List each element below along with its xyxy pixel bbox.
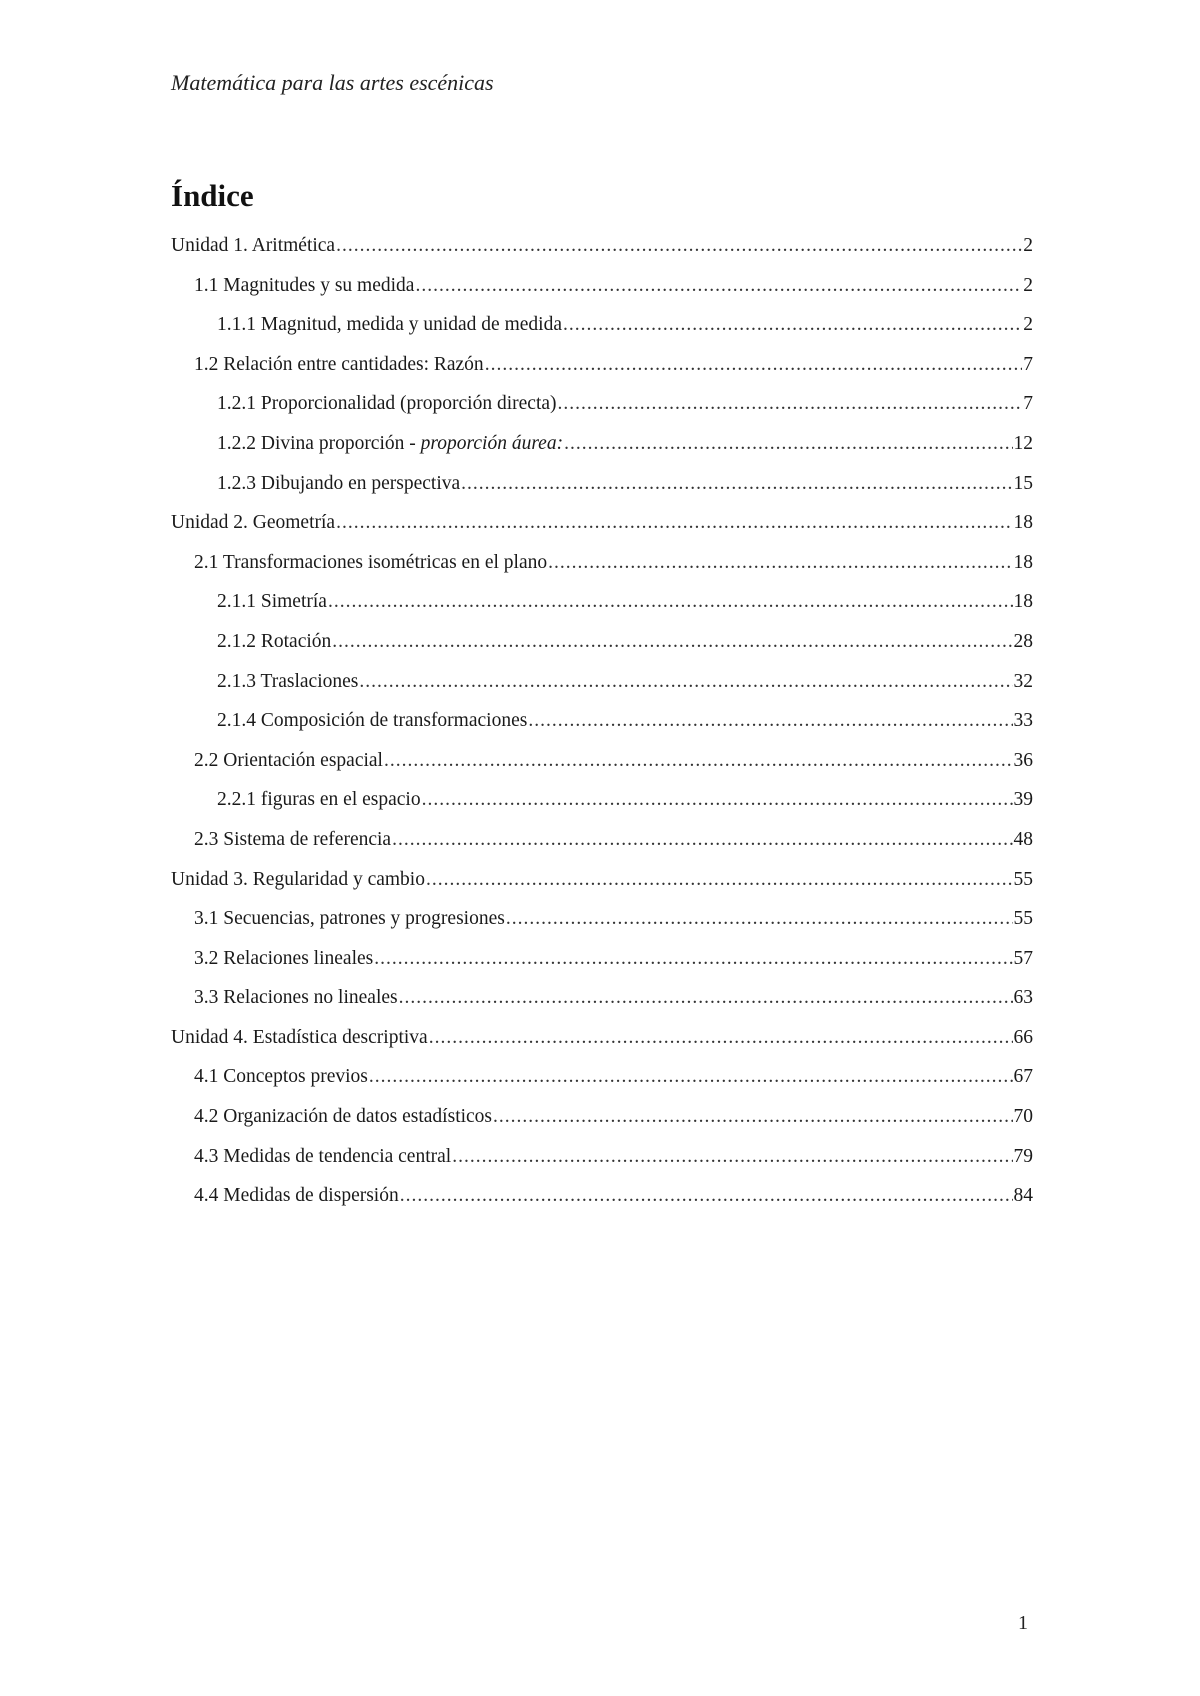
toc-entry-3-3[interactable] (171, 978, 1033, 1018)
toc-entry-label: 4.1 Conceptos previos (194, 1066, 368, 1088)
page-number: 1 (1018, 1612, 1028, 1634)
toc-entry-label: 3.2 Relaciones lineales (194, 947, 374, 969)
dot-leader (493, 1097, 1012, 1137)
dot-leader (422, 780, 1013, 820)
dot-leader (452, 1137, 1012, 1177)
toc-entry-label-italic: proporción áurea: (420, 432, 564, 454)
toc-entry-label: 3.1 Secuencias, patrones y progresiones (194, 908, 505, 930)
dot-leader (400, 1176, 1013, 1216)
toc-entry-3-1[interactable] (171, 899, 1033, 939)
toc-entry-1-2-3[interactable] (171, 464, 1033, 504)
toc-entry-page: 18 (1013, 551, 1033, 573)
toc-entry-label: 1.2.3 Dibujando en perspectiva (217, 472, 461, 494)
toc-entry-page: 7 (1023, 393, 1033, 415)
toc-entry-2-3[interactable] (171, 820, 1033, 860)
toc-entry-page: 12 (1013, 432, 1033, 454)
dot-leader (384, 741, 1013, 781)
toc-entry-label: 2.2 Orientación espacial (194, 749, 383, 771)
toc-entry-label: 2.1 Transformaciones isométricas en el plano (194, 551, 548, 573)
toc-entry-2-1[interactable] (171, 543, 1033, 583)
toc-entry-label: Unidad 3. Regularidad y cambio (171, 868, 425, 890)
dot-leader (563, 305, 1022, 345)
toc-entry-page: 15 (1013, 472, 1033, 494)
toc-entry-page: 79 (1013, 1145, 1033, 1167)
toc-entry-page: 18 (1013, 512, 1033, 534)
toc-entry-2-1-4[interactable] (171, 701, 1033, 741)
toc-entry-label: 2.2.1 figuras en el espacio (217, 789, 421, 811)
dot-leader (426, 860, 1013, 900)
toc-entry-page: 48 (1013, 828, 1033, 850)
toc-entry-label: Unidad 4. Estadística descriptiva (171, 1026, 428, 1048)
toc-entry-page: 66 (1013, 1026, 1033, 1048)
dot-leader (548, 543, 1012, 583)
toc-entry-2-1-1[interactable] (171, 582, 1033, 622)
toc-entry-page: 57 (1013, 947, 1033, 969)
dot-leader (461, 464, 1012, 504)
toc-entry-label: 2.1.2 Rotación (217, 630, 332, 652)
toc-entry-label: 1.2 Relación entre cantidades: Razón (194, 353, 484, 375)
toc-entry-3-2[interactable] (171, 939, 1033, 979)
toc-entry-label: Unidad 2. Geometría (171, 512, 336, 534)
toc-entry-page: 7 (1023, 353, 1033, 375)
toc-entry-label: 1.2.1 Proporcionalidad (proporción directa) (217, 393, 557, 415)
toc-entry-1-2-2[interactable] (171, 424, 1033, 464)
toc-entry-1-2[interactable] (171, 345, 1033, 385)
dot-leader (485, 345, 1023, 385)
dot-leader (392, 820, 1012, 860)
toc-entry-label: Unidad 1. Aritmética (171, 235, 336, 256)
toc-entry-label: 2.1.3 Traslaciones (217, 670, 359, 692)
toc-entry-unit-1[interactable] (171, 226, 1033, 266)
dot-leader (506, 899, 1013, 939)
toc-entry-label (217, 424, 563, 464)
dot-leader (332, 622, 1012, 662)
toc-entry-4-1[interactable] (171, 1057, 1033, 1097)
toc-entry-1-1-1[interactable] (171, 305, 1033, 345)
dot-leader (328, 582, 1013, 622)
toc-entry-unit-3[interactable] (171, 860, 1033, 900)
toc-entry-label: 4.3 Medidas de tendencia central (194, 1145, 452, 1167)
toc-entry-2-1-3[interactable] (171, 662, 1033, 702)
dot-leader (374, 939, 1012, 979)
table-of-contents (171, 226, 1033, 1216)
toc-entry-unit-4[interactable] (171, 1018, 1033, 1058)
toc-entry-label: 1.1.1 Magnitud, medida y unidad de medida (217, 314, 562, 336)
toc-entry-label-text: 1.2.2 Divina proporción - (217, 432, 421, 454)
toc-entry-label: 4.4 Medidas de dispersión (194, 1185, 399, 1207)
toc-entry-2-2[interactable] (171, 741, 1033, 781)
toc-entry-page: 67 (1013, 1066, 1033, 1088)
dot-leader (429, 1018, 1013, 1058)
toc-entry-label: 2.1.4 Composición de transformaciones (217, 710, 528, 732)
toc-entry-page: 63 (1013, 987, 1033, 1009)
toc-entry-label: 2.3 Sistema de referencia (194, 828, 392, 850)
toc-entry-2-1-2[interactable] (171, 622, 1033, 662)
toc-entry-1-2-1[interactable] (171, 384, 1033, 424)
toc-entry-1-1[interactable] (171, 266, 1033, 306)
dot-leader (336, 226, 1022, 266)
toc-entry-page: 39 (1013, 789, 1033, 811)
running-header: Matemática para las artes escénicas (171, 70, 494, 95)
dot-leader (359, 662, 1012, 702)
toc-entry-label: 4.2 Organización de datos estadísticos (194, 1106, 493, 1128)
dot-leader (415, 266, 1022, 306)
toc-entry-page: 70 (1013, 1106, 1033, 1128)
toc-entry-page: 2 (1023, 274, 1033, 296)
toc-entry-label: 3.3 Relaciones no lineales (194, 987, 398, 1009)
toc-entry-page: 28 (1013, 630, 1033, 652)
dot-leader (558, 384, 1023, 424)
dot-leader (528, 701, 1012, 741)
toc-entry-page: 33 (1013, 710, 1033, 732)
toc-entry-unit-2[interactable] (171, 503, 1033, 543)
toc-entry-4-2[interactable] (171, 1097, 1033, 1137)
toc-entry-page: 2 (1023, 235, 1033, 256)
dot-leader (369, 1057, 1013, 1097)
toc-entry-page: 55 (1013, 908, 1033, 930)
toc-title: Índice (171, 178, 254, 213)
dot-leader (399, 978, 1013, 1018)
dot-leader (564, 424, 1012, 464)
toc-entry-page: 84 (1013, 1185, 1033, 1207)
toc-entry-page: 36 (1013, 749, 1033, 771)
toc-entry-page: 2 (1023, 314, 1033, 336)
toc-entry-4-3[interactable] (171, 1137, 1033, 1177)
toc-entry-label: 2.1.1 Simetría (217, 591, 327, 613)
dot-leader (336, 503, 1012, 543)
toc-entry-page: 55 (1013, 868, 1033, 890)
toc-entry-page: 32 (1013, 670, 1033, 692)
toc-entry-4-4[interactable] (171, 1176, 1033, 1216)
toc-entry-label: 1.1 Magnitudes y su medida (194, 274, 415, 296)
toc-entry-page: 18 (1013, 591, 1033, 613)
toc-entry-2-2-1[interactable] (171, 780, 1033, 820)
